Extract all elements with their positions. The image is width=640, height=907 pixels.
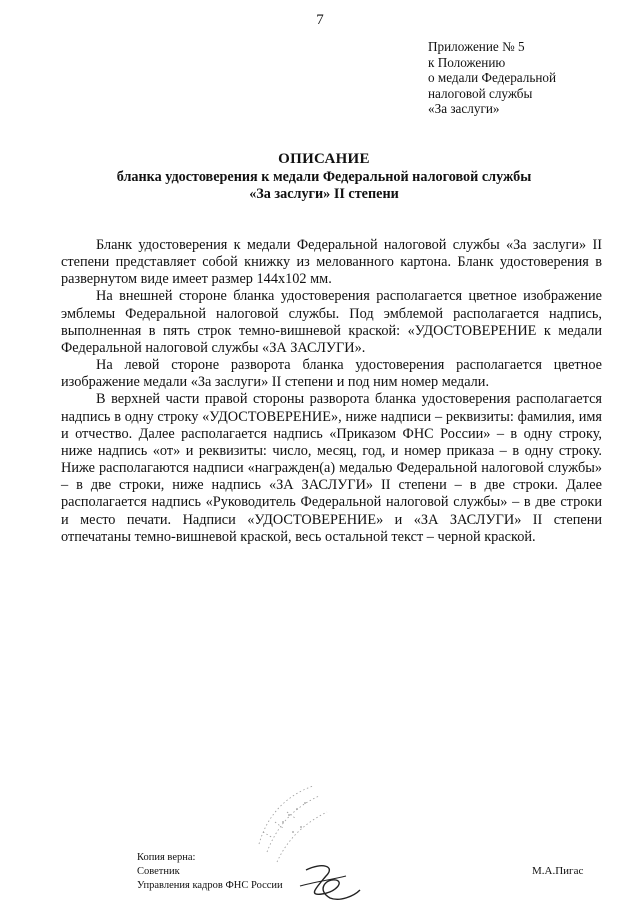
title-subheading: «За заслуги» II степени [249, 186, 399, 202]
document-title [0, 150, 640, 203]
signature-icon [296, 860, 366, 902]
certification-line: Советник [137, 866, 180, 878]
title-subheading: бланка удостоверения к медали Федеральной налоговой службы [116, 169, 532, 185]
title-heading: ОПИСАНИЕ [278, 151, 370, 167]
certification-line: Управления кадров ФНС России [137, 880, 283, 892]
body-paragraph: На левой стороне разворота бланка удостоверения располагается цветное изображение медали «За заслуги» II степени и под ним номер медали. [61, 357, 602, 391]
appendix-line: налоговой службы [428, 85, 533, 101]
appendix-line: Приложение № 5 [428, 39, 525, 54]
certification-line: Копия верна: [137, 852, 196, 863]
appendix-line: о медали Федеральной [428, 70, 557, 86]
body-paragraph: На внешней стороне бланка удостоверения располагается цветное изображение эмблемы Федеральной налоговой службы. Под эмблемой располагается надпись, выполненная в пять строк темно-вишневой краской: «УДОСТОВЕРЕНИЕ к медали Федеральной налоговой службы «ЗА ЗАСЛУГИ». [61, 288, 602, 356]
signature [296, 860, 366, 907]
appendix-block [428, 39, 556, 117]
body-paragraph: В верхней части правой стороны разворота бланка удостоверения располагается надпись в одну строку «УДОСТОВЕРЕНИЕ», ниже надписи – реквизиты: фамилия, имя и отчество. Далее располагается надпись «Приказом ФНС России» – в одну строку, ниже надпись «от» и реквизиты: число, месяц, год, и номер приказа – в одну строку. Ниже располагаются надписи «награжден(а) медалью Федеральной налоговой службы» – в две строки, ниже надпись «ЗА ЗАСЛУГИ» II степени – в две строки. Далее располагается надпись «Руководитель Федеральной налоговой службы» – в две строки и место печати. Надписи «УДОСТОВЕРЕНИЕ» и «ЗА ЗАСЛУГИ» II степени отпечатаны темно-вишневой краской, весь остальной текст – черной краской. [61, 391, 602, 545]
signatory-name: М.А.Пигас [532, 865, 584, 877]
appendix-line: «За заслуги» [428, 101, 500, 117]
page-number: 7 [316, 12, 324, 28]
certification-block [137, 851, 283, 894]
document-body [61, 237, 602, 546]
body-paragraph: Бланк удостоверения к медали Федеральной налоговой службы «За заслуги» II степени представляет собой книжку из мелованного картона. Бланк удостоверения в развернутом виде имеет размер 144х102 мм. [61, 237, 602, 288]
appendix-line: к Положению [428, 54, 506, 70]
